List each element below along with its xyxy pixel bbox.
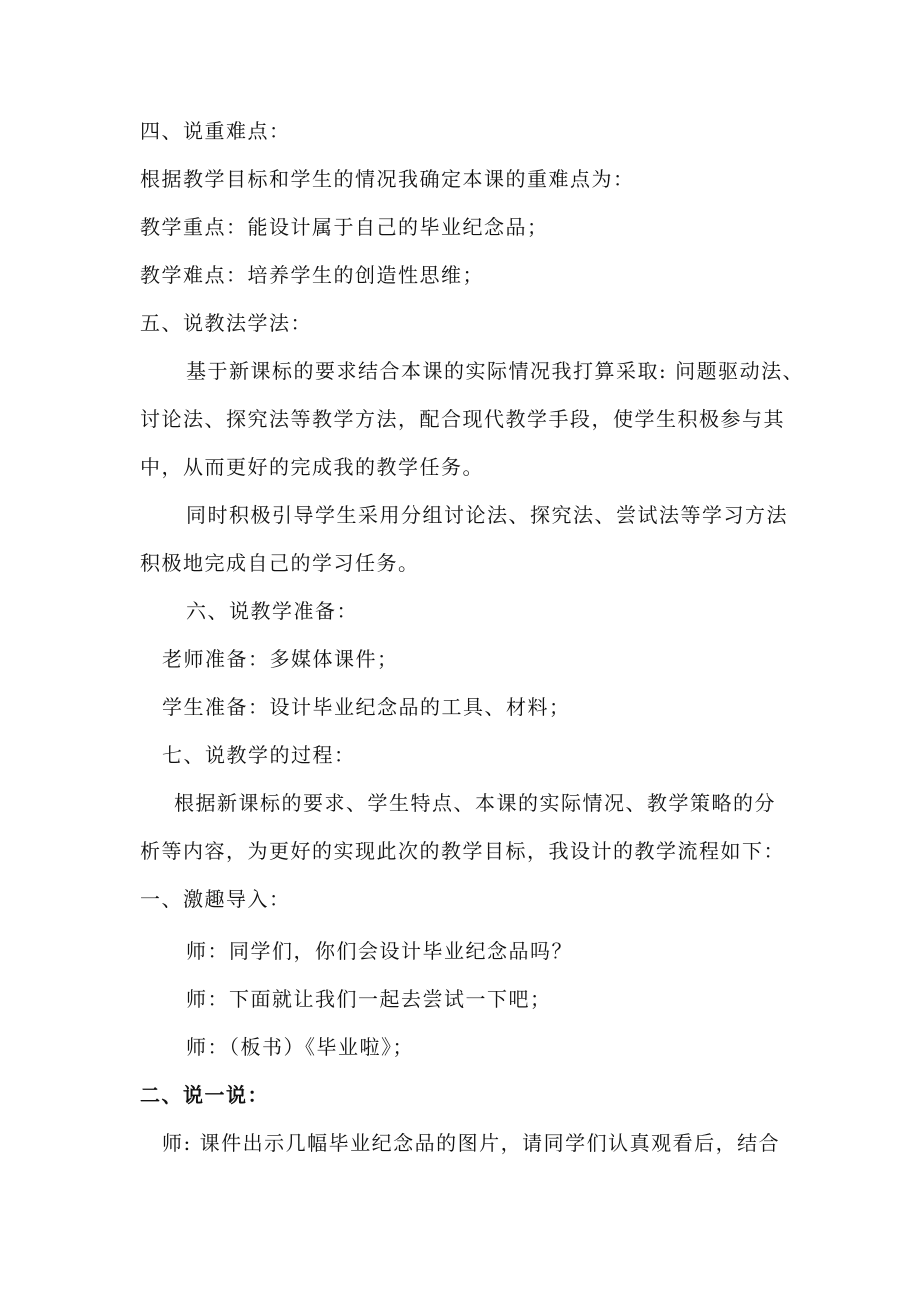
heading-preparation: 六、说教学准备： [186, 599, 358, 623]
paragraph-line: 老师准备：多媒体课件； [162, 647, 399, 671]
paragraph-line: 根据新课标的要求、学生特点、本课的实际情况、教学策略的分 [174, 791, 776, 815]
paragraph-line: 师：（板书）《毕业啦》； [186, 1035, 414, 1059]
paragraph-line: 中，从而更好的完成我的教学任务。 [140, 455, 484, 479]
paragraph-line: 同时积极引导学生采用分组讨论法、探究法、尝试法等学习方法 [186, 503, 788, 527]
heading-process: 七、说教学的过程： [162, 743, 356, 767]
heading-methods: 五、说教法学法： [140, 311, 312, 335]
heading-say-it: 二、说一说： [140, 1083, 269, 1107]
paragraph-line: 师：下面就让我们一起去尝试一下吧； [186, 987, 552, 1011]
paragraph-line: 根据教学目标和学生的情况我确定本课的重难点为： [140, 167, 635, 191]
paragraph-line: 教学难点：培养学生的创造性思维； [140, 263, 484, 287]
paragraph-line: 学生准备：设计毕业纪念品的工具、材料； [162, 695, 571, 719]
heading-intro: 一、激趣导入： [140, 887, 291, 911]
paragraph-line: 析等内容，为更好的实现此次的教学目标，我设计的教学流程如下： [140, 839, 785, 863]
heading-key-points: 四、说重难点： [140, 119, 291, 143]
paragraph-line: 基于新课标的要求结合本课的实际情况我打算采取: 问题驱动法、 [186, 359, 805, 383]
paragraph-line: 师：同学们，你们会设计毕业纪念品吗？ [186, 939, 573, 963]
paragraph-line: 讨论法、探究法等教学方法，配合现代教学手段，使学生积极参与其 [140, 407, 785, 431]
paragraph-line: 教学重点：能设计属于自己的毕业纪念品； [140, 215, 549, 239]
paragraph-line: 师: 课件出示几幅毕业纪念品的图片，请同学们认真观看后，结合 [162, 1131, 781, 1155]
paragraph-line: 积极地完成自己的学习任务。 [140, 551, 420, 575]
